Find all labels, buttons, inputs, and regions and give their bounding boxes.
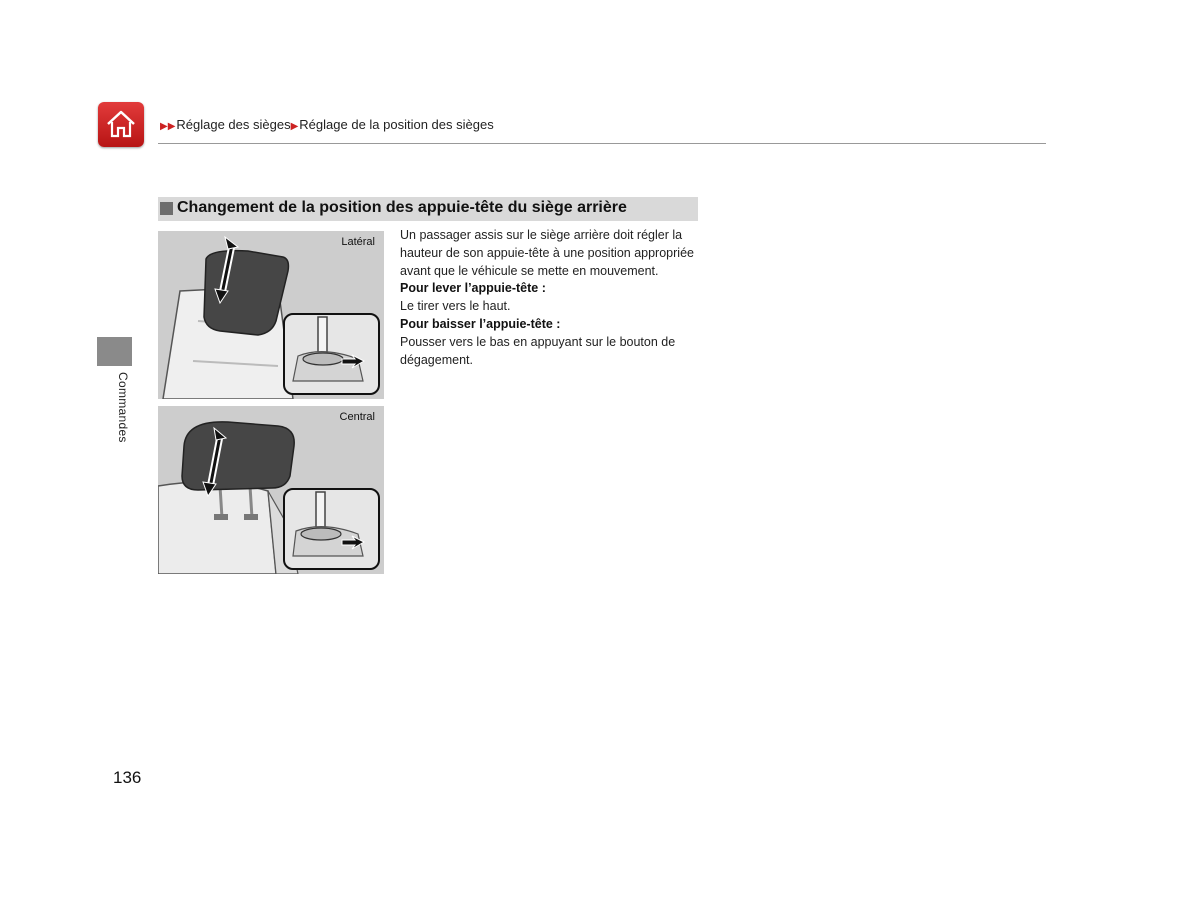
home-icon xyxy=(105,108,137,140)
raise-headrest-text: Le tirer vers le haut. xyxy=(400,299,511,314)
figure-label-outboard: Latéral xyxy=(341,236,375,248)
heading-square-icon xyxy=(160,202,173,215)
header-divider xyxy=(158,143,1046,144)
outboard-headrest-figure xyxy=(158,231,384,399)
section-heading xyxy=(158,197,698,221)
lower-headrest-text: Pousser vers le bas en appuyant sur le bouton de dégagement. xyxy=(400,334,676,367)
section-heading-text: Changement de la position des appuie-tête du siège arrière xyxy=(177,199,627,216)
raise-headrest-title: Pour lever l’appuie-tête : xyxy=(400,281,546,296)
intro-paragraph: Un passager assis sur le siège arrière doit régler la hauteur de son appuie-tête à une position appropriée avant que le véhicule se mette en mouvement. xyxy=(400,228,694,278)
instructions-text xyxy=(400,227,700,369)
center-headrest-illustration xyxy=(158,406,384,574)
chapter-tab[interactable] xyxy=(97,337,132,366)
breadcrumb-arrow-icon: ▶▶ xyxy=(160,121,176,132)
center-headrest-figure xyxy=(158,406,384,574)
chapter-tab-label: Commandes xyxy=(116,372,130,443)
outboard-headrest-illustration xyxy=(158,231,384,399)
breadcrumb-link-seat-position[interactable]: Réglage de la position des sièges xyxy=(299,117,494,132)
figure-label-center: Central xyxy=(339,411,375,423)
page-number: 136 xyxy=(113,768,142,787)
breadcrumb-link-seat-adjustment[interactable]: Réglage des sièges xyxy=(176,117,291,132)
breadcrumb-separator-icon: ▶ xyxy=(290,121,299,132)
breadcrumb xyxy=(160,117,494,132)
lower-headrest-title: Pour baisser l’appuie-tête : xyxy=(400,316,561,331)
home-button[interactable] xyxy=(98,102,144,147)
